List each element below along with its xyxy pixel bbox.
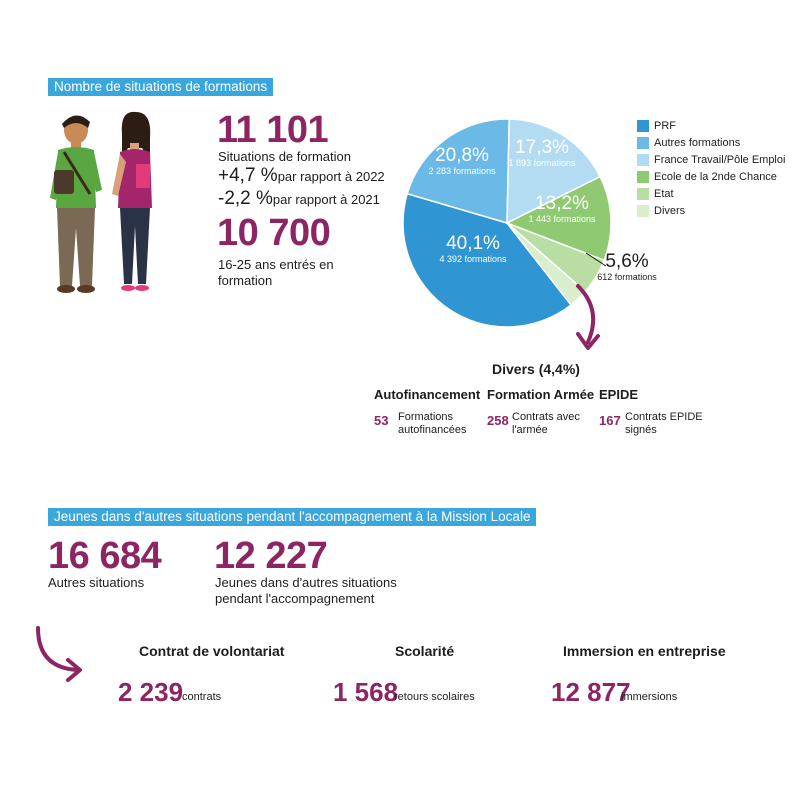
evolution-2022-value: +4,7 %	[218, 165, 278, 186]
legend-label-etat: Etat	[654, 188, 674, 200]
autofinancement-title: Autofinancement	[374, 387, 481, 402]
other-situations-banner: Jeunes dans d'autres situations pendant l'accompagnement à la Mission Locale	[48, 508, 536, 526]
evolution-2021-label: par rapport à 2021	[272, 192, 380, 207]
volontariat-title: Contrat de volontariat	[139, 643, 285, 659]
legend-swatch-divers	[637, 205, 649, 217]
evolution-2021-value: -2,2 %	[218, 188, 273, 209]
evolution-2022	[218, 165, 385, 187]
legend-label-france-travail: France Travail/Pôle Emploi	[654, 154, 786, 166]
divers-title: Divers (4,4%)	[492, 361, 580, 377]
evolution-2022-label: par rapport à 2022	[277, 169, 385, 184]
pie-label-e2c-pct: 13,2%	[535, 193, 589, 214]
pie-label-autres-pct: 20,8%	[435, 145, 489, 166]
youth-entered-label-1: 16-25 ans entrés en	[218, 257, 334, 272]
youth-entered-value: 10 700	[217, 212, 331, 254]
formation-armee-label-1: Contrats avec	[512, 411, 580, 423]
legend-label-divers: Divers	[654, 205, 686, 217]
legend-swatch-e2c	[637, 171, 649, 183]
pie-label-autres	[422, 146, 502, 177]
immersion-label: immersions	[621, 691, 678, 703]
legend-item-autres	[637, 137, 740, 149]
situations-arrow	[30, 624, 90, 684]
other-situations-label: Autres situations	[48, 575, 145, 590]
immersion-value: 12 877	[551, 677, 631, 707]
pie-label-e2c-count: 1 443 formations	[528, 214, 596, 224]
youth-other-situations-label-1: Jeunes dans d'autres situations	[215, 575, 397, 590]
volontariat-value: 2 239	[118, 677, 184, 707]
youth-other-situations-label-2: pendant l'accompagnement	[215, 591, 375, 606]
formation-armee-label-2: l'armée	[512, 424, 548, 436]
volontariat-label: contrats	[182, 691, 222, 703]
legend-swatch-france-travail	[637, 154, 649, 166]
pie-label-etat	[594, 252, 660, 283]
pie-label-etat-count: 612 formations	[597, 272, 657, 282]
total-formations-value: 11 101	[217, 109, 329, 151]
scolarite-value: 1 568	[333, 677, 399, 707]
legend-label-prf: PRF	[654, 120, 676, 132]
legend-swatch-autres	[637, 137, 649, 149]
evolution-2021	[218, 188, 380, 210]
youth-entered-label-2: formation	[218, 273, 273, 288]
pie-label-france-travail-count: 1 893 formations	[508, 158, 576, 168]
epide-value: 167	[599, 413, 621, 428]
total-formations-label: Situations de formation	[218, 149, 351, 164]
pie-label-etat-pct: 5,6%	[605, 251, 649, 272]
pie-label-prf-count: 4 392 formations	[439, 254, 507, 264]
legend-label-autres: Autres formations	[654, 137, 741, 149]
autofinancement-value: 53	[374, 413, 389, 428]
legend-swatch-etat	[637, 188, 649, 200]
legend-item-etat	[637, 188, 674, 200]
autofinancement-label-1: Formations	[398, 411, 454, 423]
legend-swatch-prf	[637, 120, 649, 132]
formations-banner: Nombre de situations de formations	[48, 78, 273, 96]
scolarite-label: retours scolaires	[394, 691, 475, 703]
legend-item-divers	[637, 205, 685, 217]
legend-label-e2c: Ecole de la 2nde Chance	[654, 171, 777, 183]
immersion-title: Immersion en entreprise	[563, 643, 726, 659]
scolarite-title: Scolarité	[395, 643, 455, 659]
pie-label-france-travail-pct: 17,3%	[515, 137, 569, 158]
formation-armee-value: 258	[487, 413, 509, 428]
autofinancement-label-2: autofinancées	[398, 424, 467, 436]
youth-other-situations-value: 12 227	[214, 535, 328, 577]
divers-arrow	[560, 282, 610, 354]
pie-label-e2c	[522, 194, 602, 225]
other-situations-value: 16 684	[48, 535, 162, 577]
pie-label-france-travail	[502, 138, 582, 169]
epide-label-1: Contrats EPIDE	[625, 411, 703, 423]
pie-label-autres-count: 2 283 formations	[428, 166, 496, 176]
legend-item-e2c	[637, 171, 777, 183]
pie-legend	[637, 120, 797, 230]
epide-label-2: signés	[625, 424, 657, 436]
pie-label-prf	[428, 234, 518, 265]
legend-item-france-travail	[637, 154, 785, 166]
students-illustration	[40, 108, 170, 303]
pie-label-prf-pct: 40,1%	[446, 233, 500, 254]
epide-title: EPIDE	[599, 387, 639, 402]
legend-item-prf	[637, 120, 676, 132]
formation-armee-title: Formation Armée	[487, 387, 595, 402]
